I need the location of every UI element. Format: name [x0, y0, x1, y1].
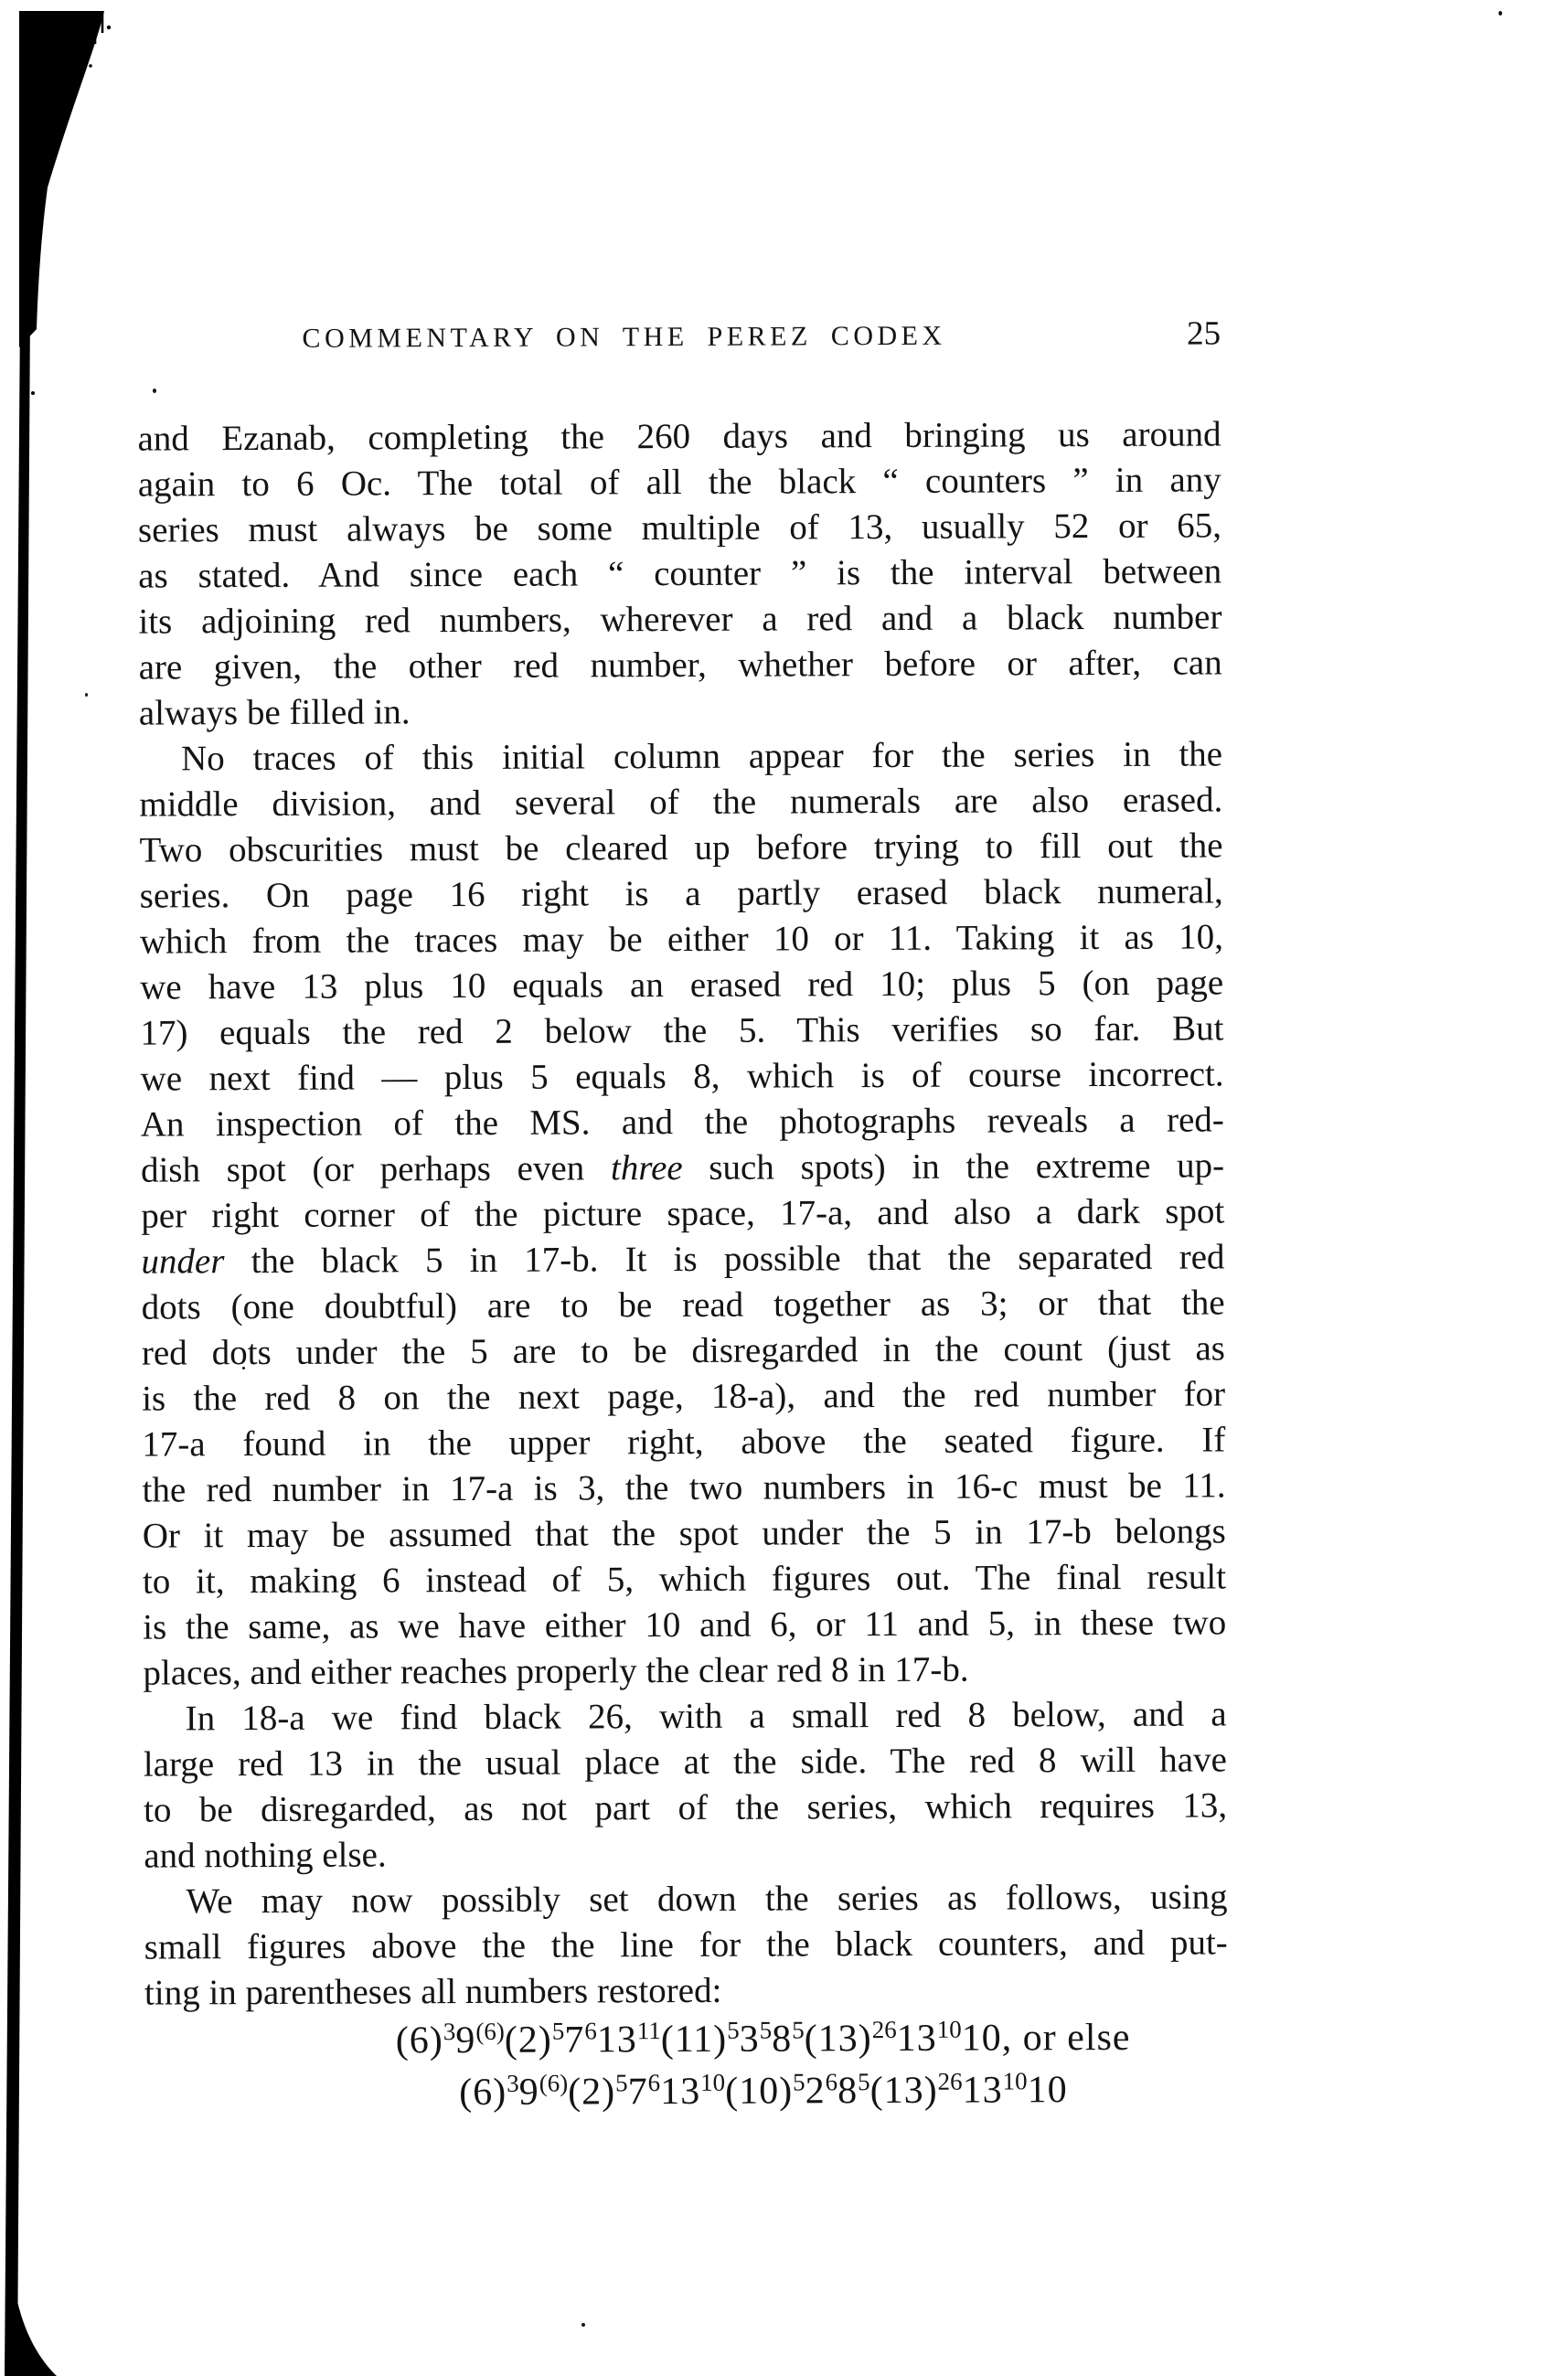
text-line: per right corner of the picture space, 17-a, and also a dark spot	[141, 1191, 1225, 1236]
scan-artifact-left-line	[5, 311, 30, 2376]
text-line: are given, the other red number, whether before or after, can	[138, 643, 1222, 687]
series-line: $(6)^39^{(6)}(2)^57^613^{11}(11)^53^58^5(13)^{26}13^{10}10$, or else	[395, 2015, 1131, 2062]
text-line: the red number in 17-a is 3, the two numbers in 16-c must be 11.	[142, 1465, 1226, 1510]
text-line: is the red 8 on the next page, 18-a), and the red number for	[142, 1374, 1226, 1419]
series-block	[144, 2013, 1228, 2122]
text-line: Or it may be assumed that the spot under the 5 in 17-b belongs	[142, 1511, 1226, 1556]
running-header-title: COMMENTARY ON THE PEREZ CODEX	[302, 320, 946, 354]
ink-speck	[31, 391, 35, 395]
text-line: large red 13 in the usual place at the side. The red 8 will have	[143, 1740, 1227, 1785]
text-line: series. On page 16 right is a partly erased black numeral,	[139, 871, 1223, 916]
text-line: middle division, and several of the numerals are also erased.	[139, 780, 1223, 825]
body-text	[137, 411, 1228, 2016]
text-line: dots (one doubtful) are to be read together as 3; or that the	[141, 1283, 1225, 1327]
text-line: ting in parentheses all numbers restored:	[144, 1970, 722, 2013]
text-line: We may now possibly set down the series as follows, using	[186, 1877, 1228, 1922]
ink-speck	[107, 26, 111, 29]
text-line: again to 6 Oc. The total of all the black “ counters ” in any	[137, 460, 1221, 505]
text-line: small figures above the the line for the black counters, and put-	[144, 1923, 1228, 1967]
text-line: we next find — plus 5 equals 8, which is of course incorrect.	[140, 1054, 1224, 1099]
text-line: series must always be some multiple of 13, usually 52 or 65,	[137, 506, 1222, 550]
running-header	[137, 314, 1221, 377]
ink-speck	[85, 693, 88, 697]
text-line: 17) equals the red 2 below the 5. This verifies so far. But	[140, 1008, 1224, 1053]
text-line: we have 13 plus 10 equals an erased red 10; plus 5 (on page	[140, 963, 1224, 1007]
text-line: In 18-a we find black 26, with a small red 8 below, and a	[185, 1694, 1227, 1739]
text-line: An inspection of the MS. and the photographs reveals a red-	[140, 1100, 1224, 1145]
scan-artifact-bottom-wedge	[5, 2256, 57, 2376]
ink-speck	[89, 64, 92, 68]
series-line: $(6)^39^{(6)}(2)^57^613^{10}(10)^52^68^5(13)^{26}13^{10}10$	[459, 2067, 1068, 2115]
text-line: and Ezanab, completing the 260 days and bringing us around	[137, 414, 1221, 459]
text-line: under the black 5 in 17-b. It is possible that the separated red	[141, 1237, 1225, 1282]
text-line: which from the traces may be either 10 or 11. Taking it as 10,	[139, 917, 1224, 962]
text-line: is the same, as we have either 10 and 6, or 11 and 5, in these two	[143, 1603, 1227, 1647]
text-line: red dots under the 5 are to be disregarded in the count (just as	[141, 1328, 1225, 1373]
text-line: Two obscurities must be cleared up before trying to fill out the	[139, 826, 1223, 870]
ink-speck	[581, 2323, 585, 2327]
text-line: as stated. And since each “ counter ” is the interval between	[138, 551, 1222, 596]
text-line: to it, making 6 instead of 5, which figures out. The final result	[142, 1557, 1227, 1602]
ink-speck	[1499, 11, 1502, 16]
text-line: dish spot (or perhaps even three such spots) in the extreme up-	[140, 1145, 1225, 1190]
text-line: and nothing else.	[144, 1835, 387, 1876]
text-line: to be disregarded, as not part of the series, which requires 13,	[144, 1785, 1228, 1830]
text-line: always be filled in.	[138, 692, 411, 733]
page-number: 25	[1186, 314, 1221, 353]
text-line: 17-a found in the upper right, above the seated figure. If	[142, 1420, 1226, 1465]
text-line: No traces of this initial column appear for the series in the	[180, 734, 1223, 779]
text-line: its adjoining red numbers, wherever a red and a black number	[138, 597, 1222, 642]
page-content	[137, 314, 1229, 2122]
text-line: places, and either reaches properly the clear red 8 in 17-b.	[143, 1649, 969, 1693]
scan-artifact-top-wedge	[19, 11, 104, 347]
